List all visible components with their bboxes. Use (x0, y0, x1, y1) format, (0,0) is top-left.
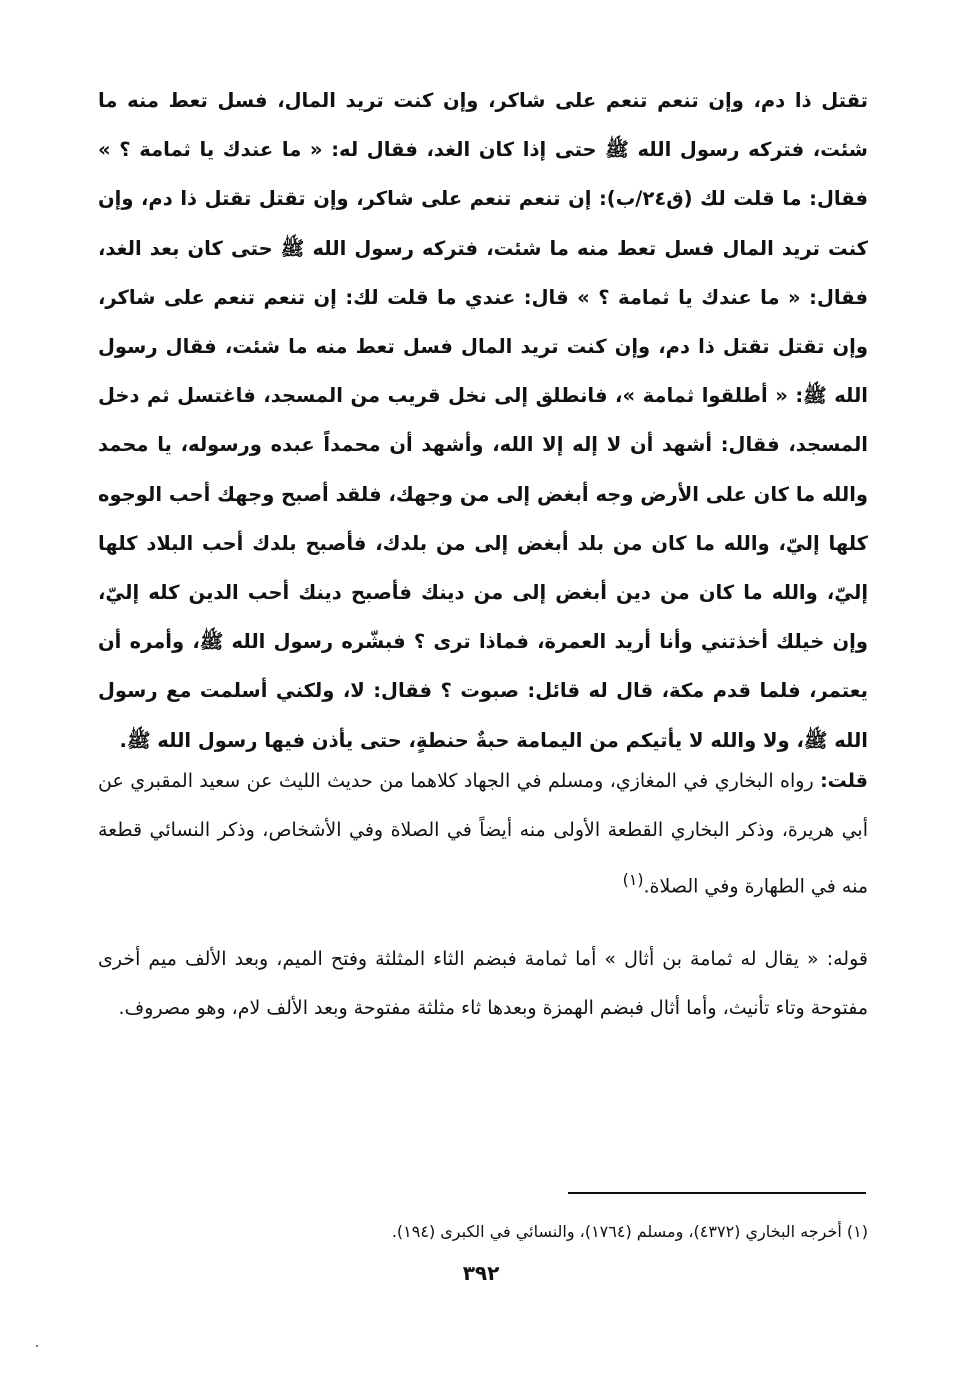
footnote-reference: (١) (622, 870, 644, 889)
footnote: (١) أخرجه البخاري (٤٣٧٢)، ومسلم (١٧٦٤)، والنسائي في الكبرى (١٩٤). (391, 1222, 868, 1241)
commentary-lead: قلت: (820, 770, 868, 792)
commentary-text: رواه البخاري في المغازي، ومسلم في الجهاد كلاهما من حديث الليث عن سعيد المقبري عن أبي هريرة، وذكر البخاري القطعة الأولى منه أيضاً في الصلاة وفي الأشخاص، وذكر النسائي قطعة منه في الطهارة وفي الصلاة. (98, 770, 868, 898)
commentary-paragraph (98, 757, 868, 911)
scan-speck (36, 1345, 38, 1347)
explanation-paragraph: قوله: « يقال له ثمامة بن أثال » أما ثمامة فبضم الثاء المثلثة وفتح الميم، وبعد الألف ميم أخرى مفتوحة وتاء تأنيث، وأما أثال فبضم الهمزة وبعدها ثاء مثلثة مفتوحة وبعد الألف لام، وهو مصروف. (98, 948, 868, 1019)
hadith-text: تقتل ذا دم، وإن تنعم تنعم على شاكر، وإن كنت تريد المال، فسل تعط منه ما شئت، فتركه رسول الله ﷺ حتى إذا كان الغد، فقال له: « ما عندك يا ثمامة ؟ » فقال: ما قلت لك (ق٢٤/ب): إن تنعم تنعم على شاكر، وإن تقتل تقتل ذا دم، وإن كنت تريد المال فسل تعط منه ما شئت، فتركه رسول الله ﷺ حتى كان بعد الغد، فقال: « ما عندك يا ثمامة ؟ » قال: عندي ما قلت لك: إن تنعم تنعم على شاكر، وإن تقتل تقتل ذا دم، وإن كنت تريد المال فسل تعط منه ما شئت، فقال رسول الله ﷺ: « أطلقوا ثمامة »، فانطلق إلى نخل قريب من المسجد، فاغتسل ثم دخل المسجد، فقال: أشهد أن لا إله إلا الله، وأشهد أن محمداً عبده ورسوله، يا محمد والله ما كان على الأرض وجه أبغض إلى من وجهك، فلقد أصبح وجهك أحب الوجوه كلها إليّ، والله ما كان من بلد أبغض إلى من بلدك، فأصبح بلدك أحب البلاد كلها إليّ، والله ما كان من دين أبغض إلى من دينك فأصبح دينك أحب الدين كله إليّ، وإن خيلك أخذتني وأنا أريد العمرة، فماذا ترى ؟ فبشّره رسول الله ﷺ، وأمره أن يعتمر، فلما قدم مكة، قال له قائل: صبوت ؟ فقال: لا، ولكني أسلمت مع رسول الله ﷺ، ولا والله لا يأتيكم من اليمامة حبةٌ حنطةٍ، حتى يأذن فيها رسول الله ﷺ. (98, 89, 869, 752)
footnote-separator (568, 1192, 866, 1194)
page-number: ٣٩٢ (462, 1261, 500, 1285)
